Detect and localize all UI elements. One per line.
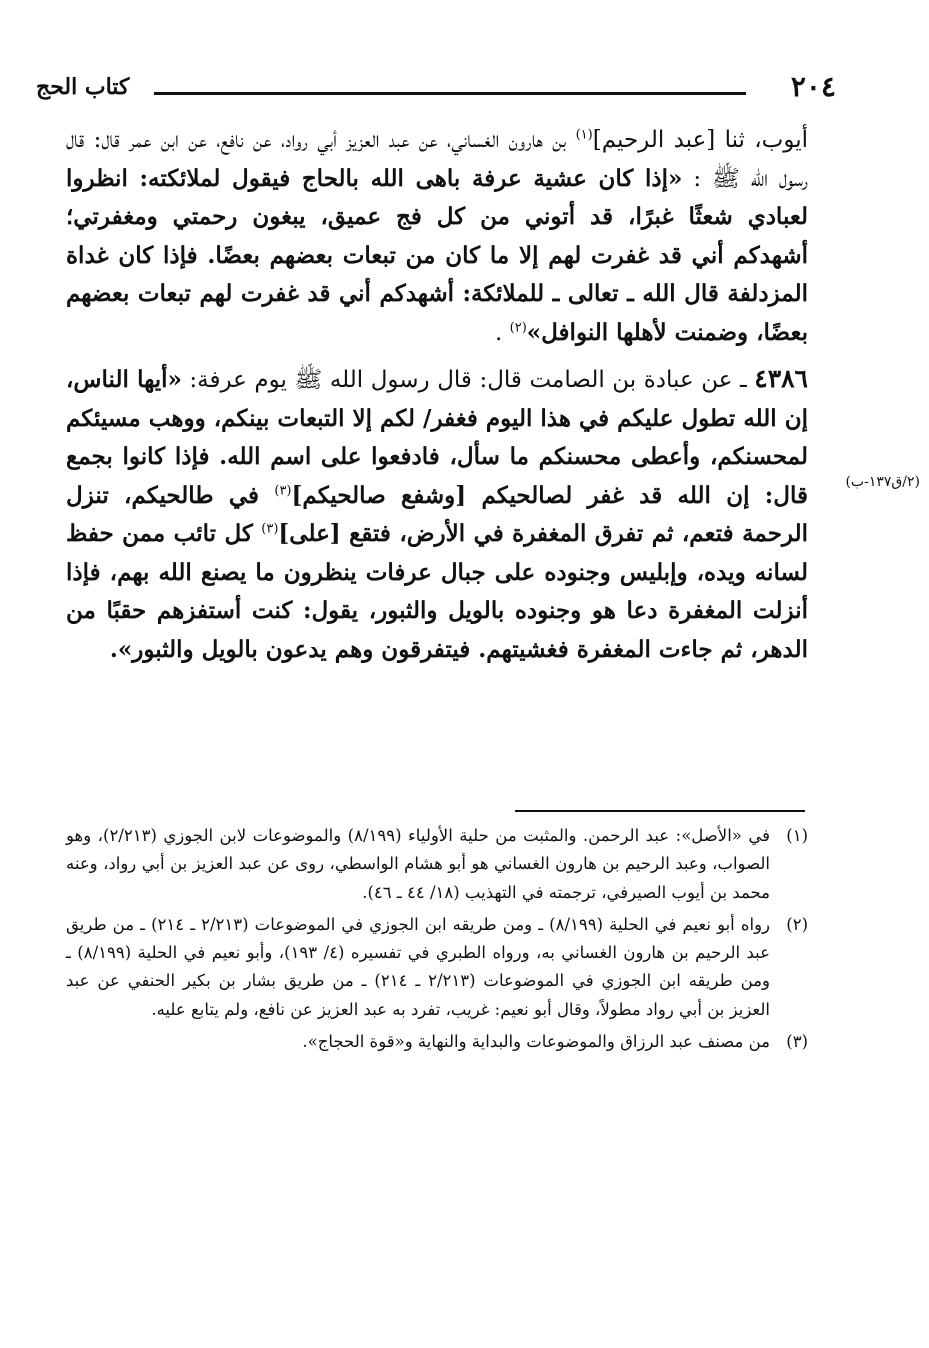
footnote-text: في «الأصل»: عبد الرحمن. والمثبت من حلية الأولياء (٨/١٩٩) والموضوعات لابن الجوزي (٢/٢١٣)، وهو الصواب، وعبد الرحيم بن هارون الغساني هو أبو هشام الواسطي، روى عن عبد العزيز بن أبي رواد، وعنه محمد بن أيوب الصيرفي، ترجمته في التهذيب (١٨/ ٤٤ ـ ٤٦). [66,826,771,902]
footnote [66,822,808,907]
page-header [36,70,836,110]
hadith-text: في طالحيكم، تنزل الرحمة فتعم، ثم تفرق المغفرة في الأرض، فتقع [على] [66,481,809,547]
footnote-ref: (٣) [274,482,292,498]
footnote-ref: (٢) [509,319,527,335]
text: . [495,319,510,346]
footnotes [66,822,808,1060]
footnote-number: (٣) [786,1032,808,1052]
main-text [66,122,808,669]
footnote-number: (٢) [786,914,808,934]
text: بن هارون الغساني، عن عبد العزيز أبي رواد، عن نافع، عن ابن عمر قال: قال رسول الله ﷺ : [66,127,809,192]
hadith-number: ٤٣٨٦ [754,364,808,393]
hadith-text: كل تائب ممن حفظ لسانه ويده، وإبليس وجنوده على جبال عرفات ينظرون ما يصنع الله بهم، فإذا أنزلت المغفرة دعا هو وجنوده بالويل والثبور، يقول: كنت أستفزهم حقبًا من الدهر، ثم جاءت المغفرة فغشيتهم. فيتفرقون وهم يدعون بالويل والثبور». [66,520,808,663]
paragraph-2 [66,360,808,669]
hadith-text: «أيها الناس، إن الله تطول عليكم في هذا اليوم فغفر/ لكم إلا التبعات بينكم، ووهب مسيئكم لمحسنكم، وأعطى محسنكم ما سأل، فادفعوا على اسم الله. فإذا كانوا بجمع قال: إن الله قد غفر لصالحيكم [وشفع صالحيكم] [66,366,808,509]
footnote [66,911,808,1024]
running-title: كتاب الحج [36,74,130,100]
paragraph-gap [66,352,808,360]
header-rule [154,92,746,95]
hadith-text: «إذا كان عشية عرفة باهى الله بالحاج فيقول لملائكته: انظروا لعبادي شعثًا غبرًا، قد أتوني من كل فج عميق، يبغون رحمتي ومغفرتي؛ أشهدكم أني قد غفرت لهم إلا ما كان من تبعات بعضهم بعضًا. فإذا كان غداة المزدلفة قال الله ـ تعالى ـ للملائكة: أشهدكم أني قد غفرت لهم تبعات بعضهم بعضًا، وضمنت لأهلها النوافل» [66,164,808,346]
margin-note: (٢/ق١٣٧-ب) [845,474,920,490]
footnote-text: رواه أبو نعيم في الحلية (٨/١٩٩) ـ ومن طريقه ابن الجوزي في الموضوعات (٢/٢١٣ ـ ٢١٤) ـ من طريق عبد الرحيم بن هارون الغساني به، ورواه الطبري في تفسيره (٤/ ١٩٣)، وأبو نعيم في الحلية (٨/١٩٩) ـ ومن طريقه ابن الجوزي في الموضوعات (٢/٢١٣ ـ ٢١٤) ـ من طريق بشار بن بكير الحنفي عن عبد العزيز بن أبي رواد مطولاً، وقال أبو نعيم: غريب، تفرد به عبد العزيز عن نافع، ولم يتابع عليه. [66,914,771,1019]
paragraph-1 [66,122,808,352]
text: ـ عن عبادة بن الصامت قال: قال رسول الله ﷺ يوم عرفة: [181,367,755,393]
footnote-number: (١) [786,826,808,845]
footnote-rule [515,810,805,812]
page-number: ٢٠٤ [790,70,836,103]
footnote-ref: (٣) [261,521,279,537]
footnote-ref: (١) [575,127,593,143]
text: أيوب، ثنا [عبد الرحيم] [592,127,808,153]
footnote-text: من مصنف عبد الرزاق والموضوعات والبداية والنهاية و«قوة الحجاج». [302,1032,770,1052]
footnote [66,1028,808,1056]
